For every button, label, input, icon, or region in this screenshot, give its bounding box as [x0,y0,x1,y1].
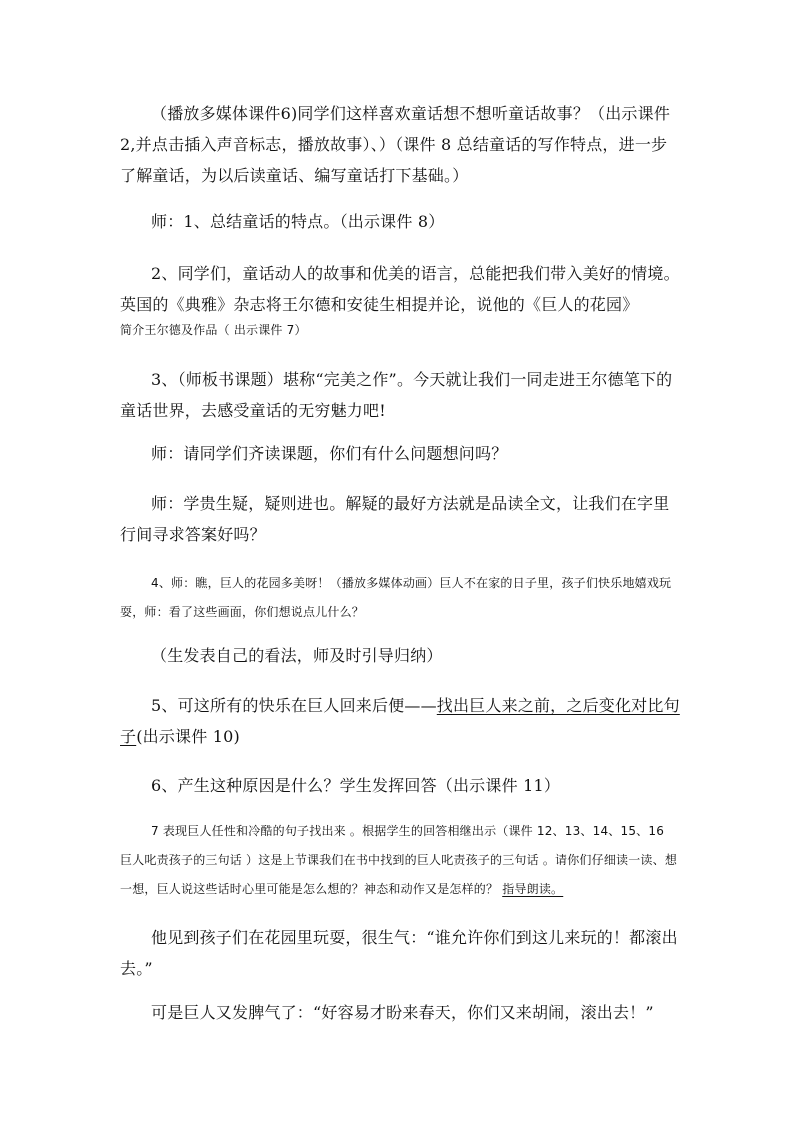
contrast-underlined-text: 找出巨人来之前，之后变化对比句子 [120,696,680,746]
paragraph-student-opinions: （生发表自己的看法，师及时引导归纳） [151,646,443,665]
paragraph-giant-scolding [120,817,680,904]
paragraph-wilde-comparison: 2、同学们，童话动人的故事和优美的语言，总能把我们带入美好的情境。英国的《典雅》杂志将王尔德和安徒生相提并论，说他的《巨人的花园》 [120,264,680,314]
paragraph-topic-title: 3、（师板书课题）堪称“完美之作”。今天就让我们一同走进王尔德笔下的童话世界，去感受童话的无穷魅力吧! [120,370,673,420]
paragraph-question-prompt: 师：请同学们齐读课题，你们有什么问题想问吗？ [151,444,508,463]
paragraph-cause-question: 6、产生这种原因是什么？学生发挥回答（出示课件 11） [151,776,561,795]
guided-reading-text: 指导朗读。 [502,882,564,896]
paragraph-quote-angry: 他见到孩子们在花园里玩耍，很生气：“谁允许你们到这儿来玩的！都滚出去。” [120,928,678,978]
contrast-lead-text: 5、可这所有的快乐在巨人回来后便—— [151,696,437,715]
paragraph-summary-features: 师：1、总结童话的特点。（出示课件 8） [151,212,445,231]
paragraph-read-full-text: 师：学贵生疑，疑则进也。解疑的最好方法就是品读全文，让我们在字里行间寻求答案好吗？ [120,494,670,544]
paragraph-contrast-sentences [120,690,680,752]
contrast-courseware-note: (出示课件 10) [136,727,240,746]
paragraph-wilde-intro-note: 简介王尔德及作品（ 出示课件 7） [120,323,307,337]
paragraph-intro: （播放多媒体课件6)同学们这样喜欢童话想不想听童话故事？（出示课件2,并点击插入声音标志，播放故事）、）（课件 8 总结童话的写作特点，进一步了解童话，为以后读童话、编写童话打下基础。） [120,104,671,185]
paragraph-quote-tantrum: 可是巨人又发脾气了：“好容易才盼来春天，你们又来胡闹，滚出去！” [151,1003,654,1022]
scolding-main-text: 7 表现巨人任性和冷酷的句子找出来 。根据学生的回答相继出示（课件 12、13、14、15、16 巨人叱责孩子的三句话 ）这是上节课我们在书中找到的巨人叱责孩子的三句话 。请你们仔细读一读、想一想，巨人说这些话时心里可能是怎么想的？神态和动作又是怎样的？ [120,824,678,896]
paragraph-garden-animation: 4、师：瞧，巨人的花园多美呀！（播放多媒体动画）巨人不在家的日子里，孩子们快乐地嬉戏玩耍，师：看了这些画面，你们想说点儿什么？ [120,576,672,619]
